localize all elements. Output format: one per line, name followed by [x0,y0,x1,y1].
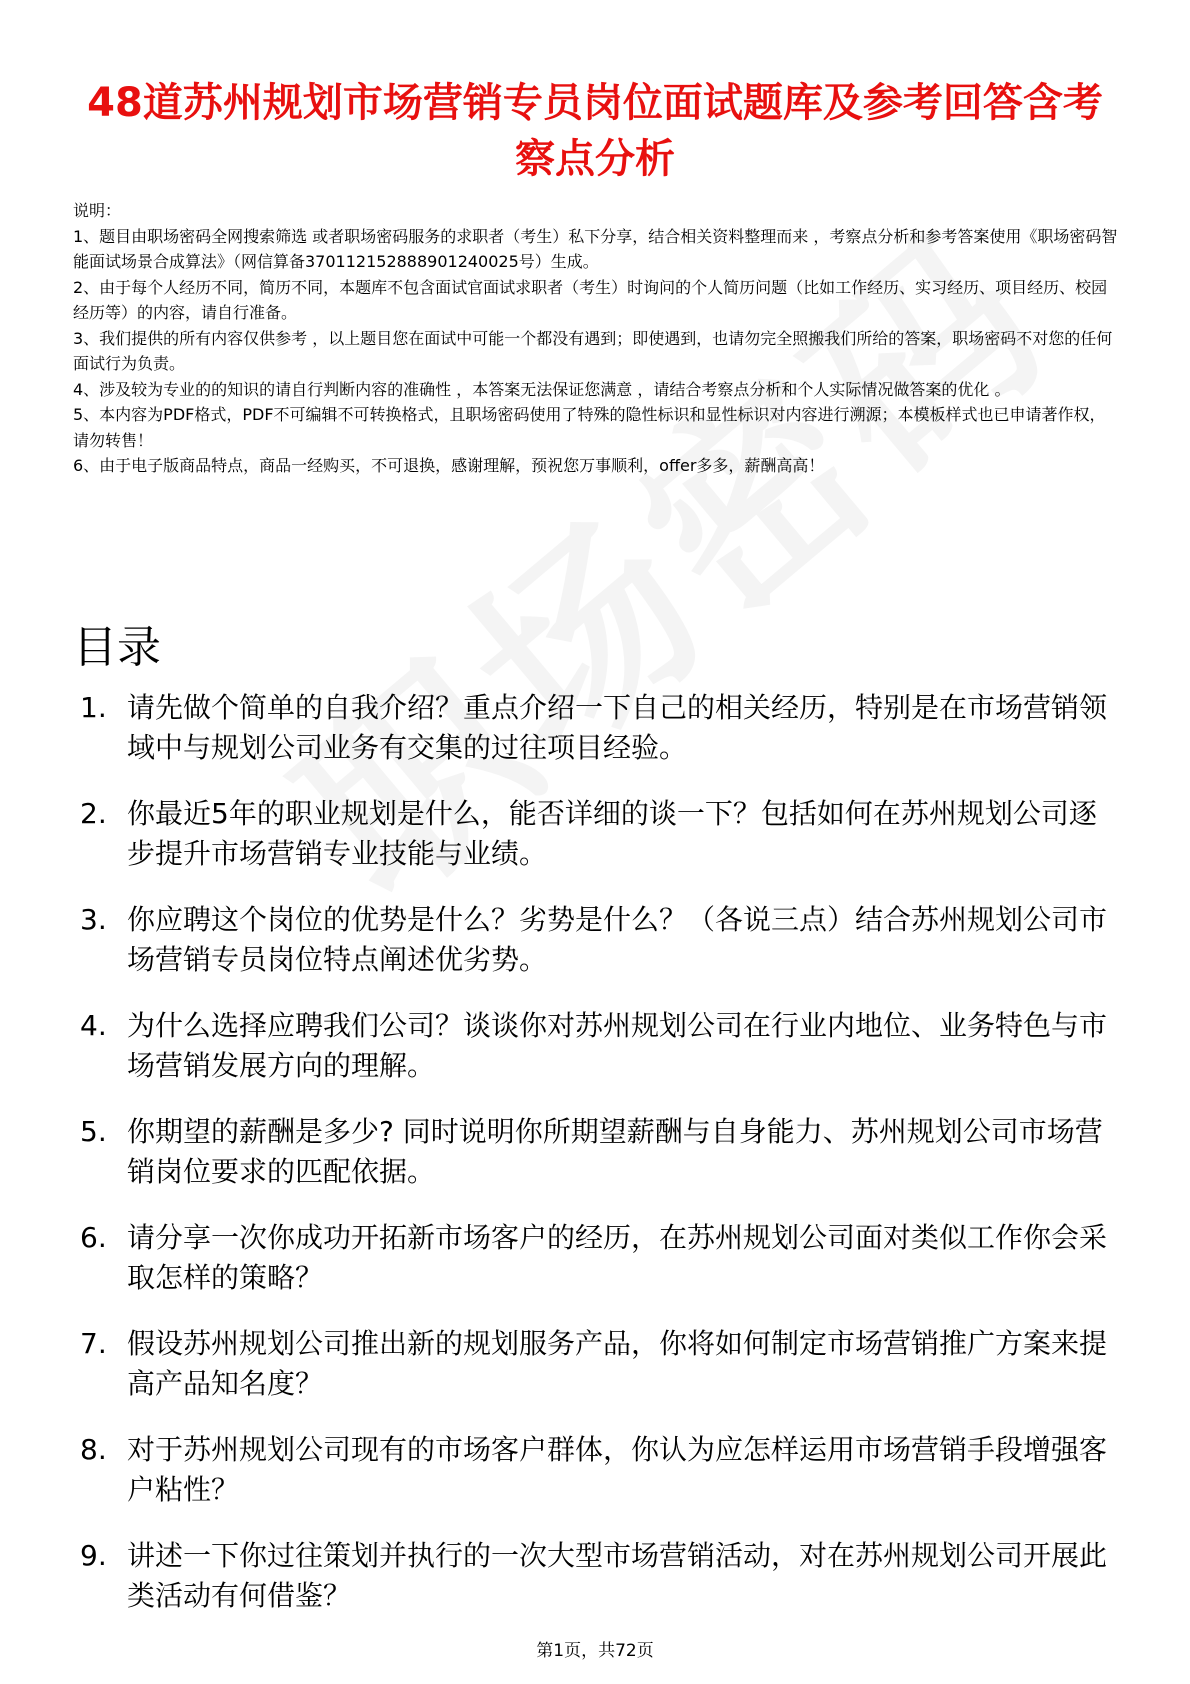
toc-item-number: 3. [80,903,107,936]
toc-item-text: 请先做个简单的自我介绍？重点介绍一下自己的相关经历，特别是在市场营销领域中与规划公司业务有交集的过往项目经验。 [127,691,1108,764]
toc-item-number: 9. [80,1539,107,1572]
toc-heading: 目录 [73,621,161,673]
toc-item-text: 你期望的薪酬是多少? 同时说明你所期望薪酬与自身能力、苏州规划公司市场营销岗位要求的匹配依据。 [127,1115,1103,1188]
toc-item-number: 8. [80,1433,107,1466]
toc-item-number: 5. [80,1115,107,1148]
toc-item[interactable] [80,1006,1120,1086]
document-title: 48道苏州规划市场营销专员岗位面试题库及参考回答含考察点分析 [87,79,1103,182]
page-footer: 第1页，共72页 [536,1641,654,1661]
toc-item-text: 为什么选择应聘我们公司？谈谈你对苏州规划公司在行业内地位、业务特色与市场营销发展方向的理解。 [127,1009,1108,1082]
toc-item[interactable] [80,688,1120,768]
note-line: 4、涉及较为专业的的知识的请自行判断内容的准确性 ，本答案无法保证您满意 ，请结合考察点分析和个人实际情况做答案的优化 。 [73,379,1011,399]
note-line: 3、我们提供的所有内容仅供参考 ，以上题目您在面试中可能一个都没有遇到；即使遇到，也请勿完全照搬我们所给的答案，职场密码不对您的任何面试行为负责。 [73,328,1113,373]
toc-item-number: 1. [80,691,107,724]
toc-list [80,688,1120,1642]
toc-item[interactable] [80,1112,1120,1192]
toc-item-text: 你最近5年的职业规划是什么，能否详细的谈一下？包括如何在苏州规划公司逐步提升市场营销专业技能与业绩。 [127,797,1097,870]
note-line: 2、由于每个人经历不同，简历不同，本题库不包含面试官面试求职者（考生）时询问的个人简历问题（比如工作经历、实习经历、项目经历、校园经历等）的内容，请自行准备。 [73,277,1108,322]
note-line: 6、由于电子版商品特点，商品一经购买，不可退换，感谢理解，预祝您万事顺利，offer多多，薪酬高高！ [73,456,825,475]
note-line: 1、题目由职场密码全网搜索筛选 或者职场密码服务的求职者（考生）私下分享，结合相关资料整理而来 ，考察点分析和参考答案使用《职场密码智能面试场景合成算法》（网信算备370112152888901240025号）生成。 [73,226,1118,271]
toc-item-number: 6. [80,1221,107,1254]
note-line: 5、本内容为PDF格式，PDF不可编辑不可转换格式，且职场密码使用了特殊的隐性标识和显性标识对内容进行溯源；本模板样式也已申请著作权，请勿转售！ [73,405,1106,450]
toc-item[interactable] [80,900,1120,980]
toc-item[interactable] [80,1324,1120,1404]
notes-heading: 说明： [73,201,122,220]
toc-item-number: 7. [80,1327,107,1360]
toc-item-text: 讲述一下你过往策划并执行的一次大型市场营销活动，对在苏州规划公司开展此类活动有何借鉴？ [127,1539,1108,1612]
toc-item-text: 假设苏州规划公司推出新的规划服务产品，你将如何制定市场营销推广方案来提高产品知名度？ [127,1327,1108,1400]
toc-item[interactable] [80,794,1120,874]
toc-item[interactable] [80,1536,1120,1616]
toc-item-text: 对于苏州规划公司现有的市场客户群体，你认为应怎样运用市场营销手段增强客户粘性？ [127,1433,1108,1506]
toc-item-text: 请分享一次你成功开拓新市场客户的经历，在苏州规划公司面对类似工作你会采取怎样的策略？ [127,1221,1108,1294]
toc-item[interactable] [80,1430,1120,1510]
toc-item[interactable] [80,1218,1120,1298]
toc-item-number: 4. [80,1009,107,1042]
toc-item-text: 你应聘这个岗位的优势是什么？劣势是什么？（各说三点）结合苏州规划公司市场营销专员岗位特点阐述优劣势。 [127,903,1108,976]
notes-section [73,198,1118,479]
toc-item-number: 2. [80,797,107,830]
